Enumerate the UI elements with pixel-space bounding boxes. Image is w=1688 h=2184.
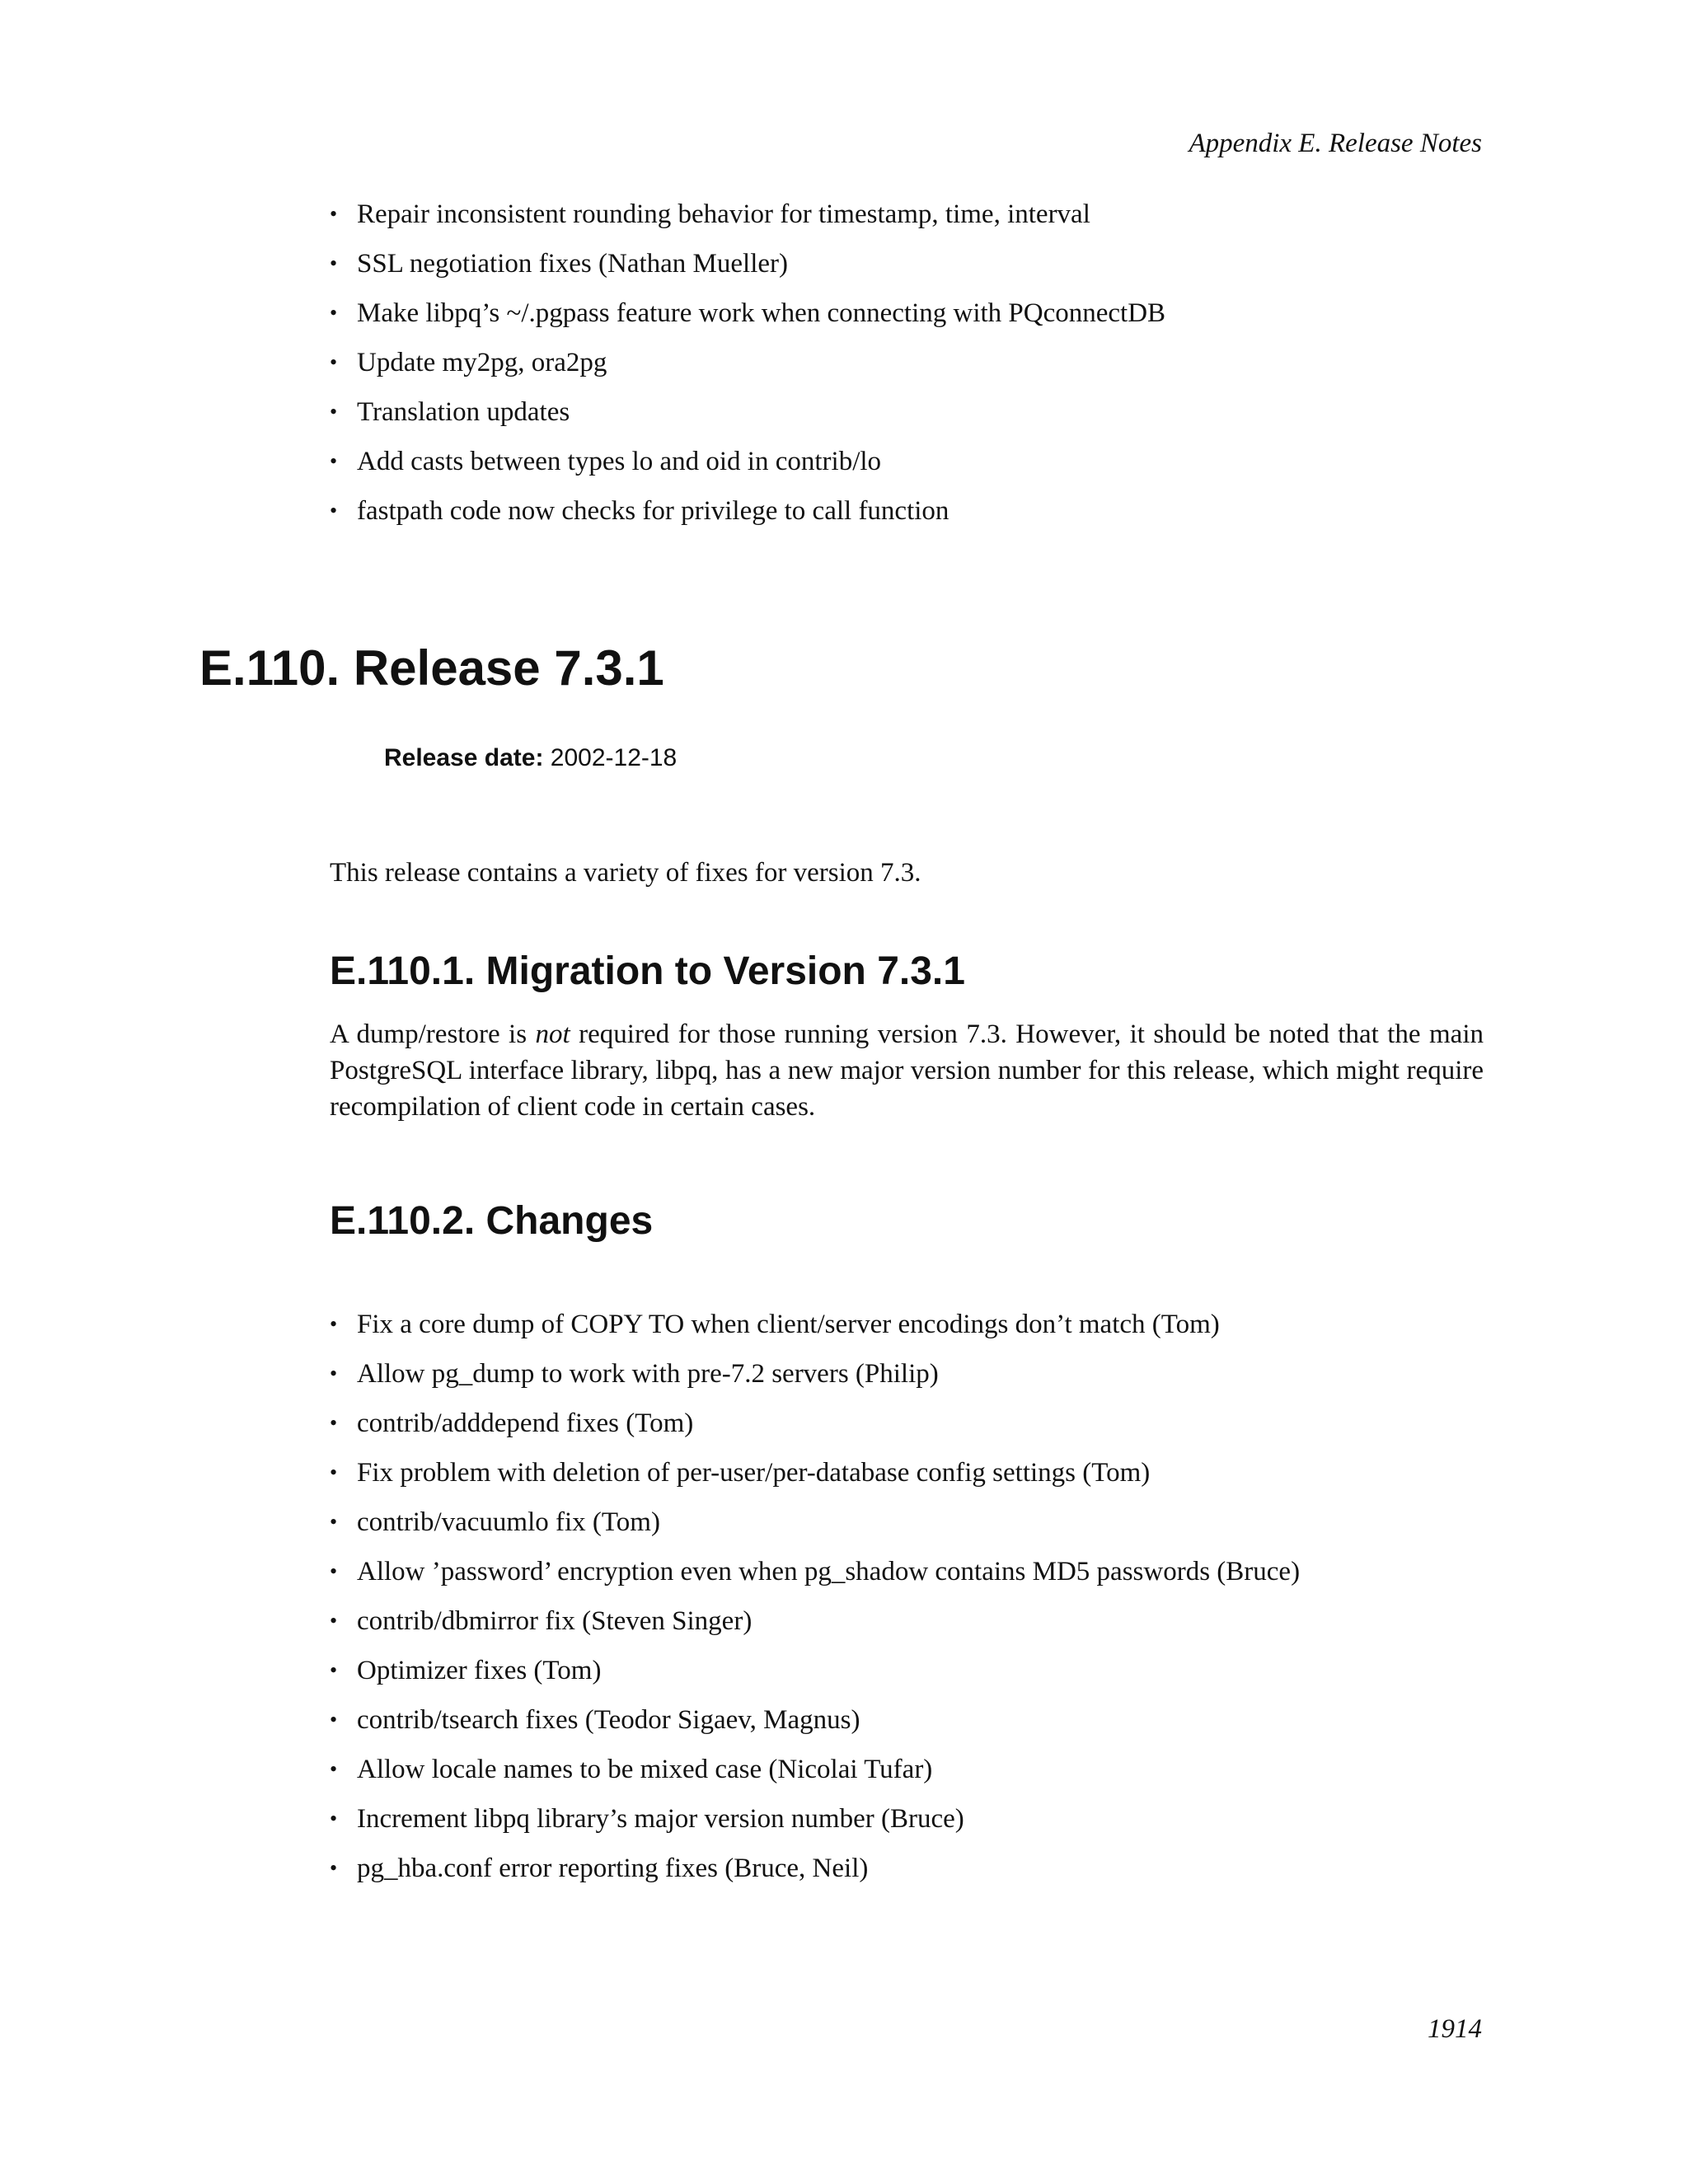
- list-item: [330, 1506, 1484, 1539]
- bullet-icon: •: [330, 1757, 338, 1781]
- list-item-text: fastpath code now checks for privilege to call function: [357, 496, 950, 526]
- list-item: [330, 396, 1484, 429]
- migration-emphasis: not: [535, 1019, 570, 1049]
- list-item: [330, 1852, 1484, 1885]
- bullet-icon: •: [330, 251, 338, 275]
- list-item: [330, 1654, 1484, 1687]
- list-item-text: pg_hba.conf error reporting fixes (Bruce, Neil): [357, 1854, 869, 1883]
- bullet-icon: •: [330, 1312, 338, 1336]
- list-item-text: Repair inconsistent rounding behavior for timestamp, time, interval: [357, 199, 1090, 229]
- previous-changes-list: [330, 198, 1484, 544]
- bullet-icon: •: [330, 1658, 338, 1682]
- migration-text-before: A dump/restore is: [330, 1019, 536, 1049]
- list-item: [330, 445, 1484, 478]
- list-item: [330, 1704, 1484, 1736]
- bullet-icon: •: [330, 202, 338, 226]
- bullet-icon: •: [330, 1807, 338, 1830]
- list-item-text: Allow locale names to be mixed case (Nicolai Tufar): [357, 1755, 933, 1784]
- list-item-text: Update my2pg, ora2pg: [357, 348, 607, 377]
- list-item-text: Allow ’password’ encryption even when pg_shadow contains MD5 passwords (Bruce): [357, 1557, 1301, 1586]
- list-item: [330, 1308, 1484, 1341]
- migration-heading: E.110.1. Migration to Version 7.3.1: [330, 949, 965, 993]
- list-item: [330, 1555, 1484, 1588]
- section-title: E.110. Release 7.3.1: [199, 640, 664, 696]
- list-item: [330, 1407, 1484, 1440]
- page-number: 1914: [1428, 2014, 1482, 2044]
- bullet-icon: •: [330, 1361, 338, 1385]
- running-header: Appendix E. Release Notes: [1189, 129, 1482, 158]
- list-item-text: Allow pg_dump to work with pre-7.2 servers (Philip): [357, 1359, 939, 1389]
- list-item: [330, 198, 1484, 231]
- list-item-text: Fix problem with deletion of per-user/per-database config settings (Tom): [357, 1458, 1151, 1488]
- list-item-text: Make libpq’s ~/.pgpass feature work when connecting with PQconnectDB: [357, 298, 1166, 328]
- list-item-text: SSL negotiation fixes (Nathan Mueller): [357, 249, 788, 279]
- changes-list: [330, 1308, 1484, 1901]
- release-date: [384, 743, 677, 773]
- bullet-icon: •: [330, 499, 338, 523]
- bullet-icon: •: [330, 1708, 338, 1732]
- list-item: [330, 1357, 1484, 1390]
- list-item-text: Translation updates: [357, 397, 570, 427]
- migration-text-after: required for those running version 7.3. However, it should be noted that the main PostgreSQL interface library, libpq, has a new major version number for this release, which might require recompilation of client code in certain cases.: [330, 1019, 1484, 1122]
- list-item-text: contrib/tsearch fixes (Teodor Sigaev, Magnus): [357, 1705, 860, 1735]
- list-item-text: contrib/vacuumlo fix (Tom): [357, 1507, 660, 1537]
- release-date-label: Release date:: [384, 744, 544, 771]
- release-date-value: 2002-12-18: [550, 744, 678, 771]
- migration-paragraph: [330, 1016, 1484, 1125]
- list-item: [330, 1753, 1484, 1786]
- bullet-icon: •: [330, 1856, 338, 1880]
- bullet-icon: •: [330, 449, 338, 473]
- list-item: [330, 346, 1484, 379]
- list-item-text: Fix a core dump of COPY TO when client/server encodings don’t match (Tom): [357, 1310, 1220, 1339]
- bullet-icon: •: [330, 301, 338, 325]
- list-item: [330, 1802, 1484, 1835]
- bullet-icon: •: [330, 1559, 338, 1583]
- list-item: [330, 1456, 1484, 1489]
- intro-paragraph: This release contains a variety of fixes for version 7.3.: [330, 858, 921, 888]
- list-item-text: Add casts between types lo and oid in contrib/lo: [357, 447, 882, 476]
- list-item: [330, 494, 1484, 527]
- list-item-text: contrib/adddepend fixes (Tom): [357, 1408, 694, 1438]
- changes-heading: E.110.2. Changes: [330, 1199, 654, 1243]
- bullet-icon: •: [330, 1510, 338, 1534]
- list-item-text: Optimizer fixes (Tom): [357, 1656, 602, 1685]
- list-item: [330, 297, 1484, 330]
- list-item: [330, 247, 1484, 280]
- list-item-text: contrib/dbmirror fix (Steven Singer): [357, 1606, 753, 1636]
- bullet-icon: •: [330, 1460, 338, 1484]
- bullet-icon: •: [330, 350, 338, 374]
- bullet-icon: •: [330, 1411, 338, 1435]
- bullet-icon: •: [330, 1609, 338, 1633]
- list-item-text: Increment libpq library’s major version number (Bruce): [357, 1804, 964, 1834]
- bullet-icon: •: [330, 400, 338, 424]
- list-item: [330, 1605, 1484, 1638]
